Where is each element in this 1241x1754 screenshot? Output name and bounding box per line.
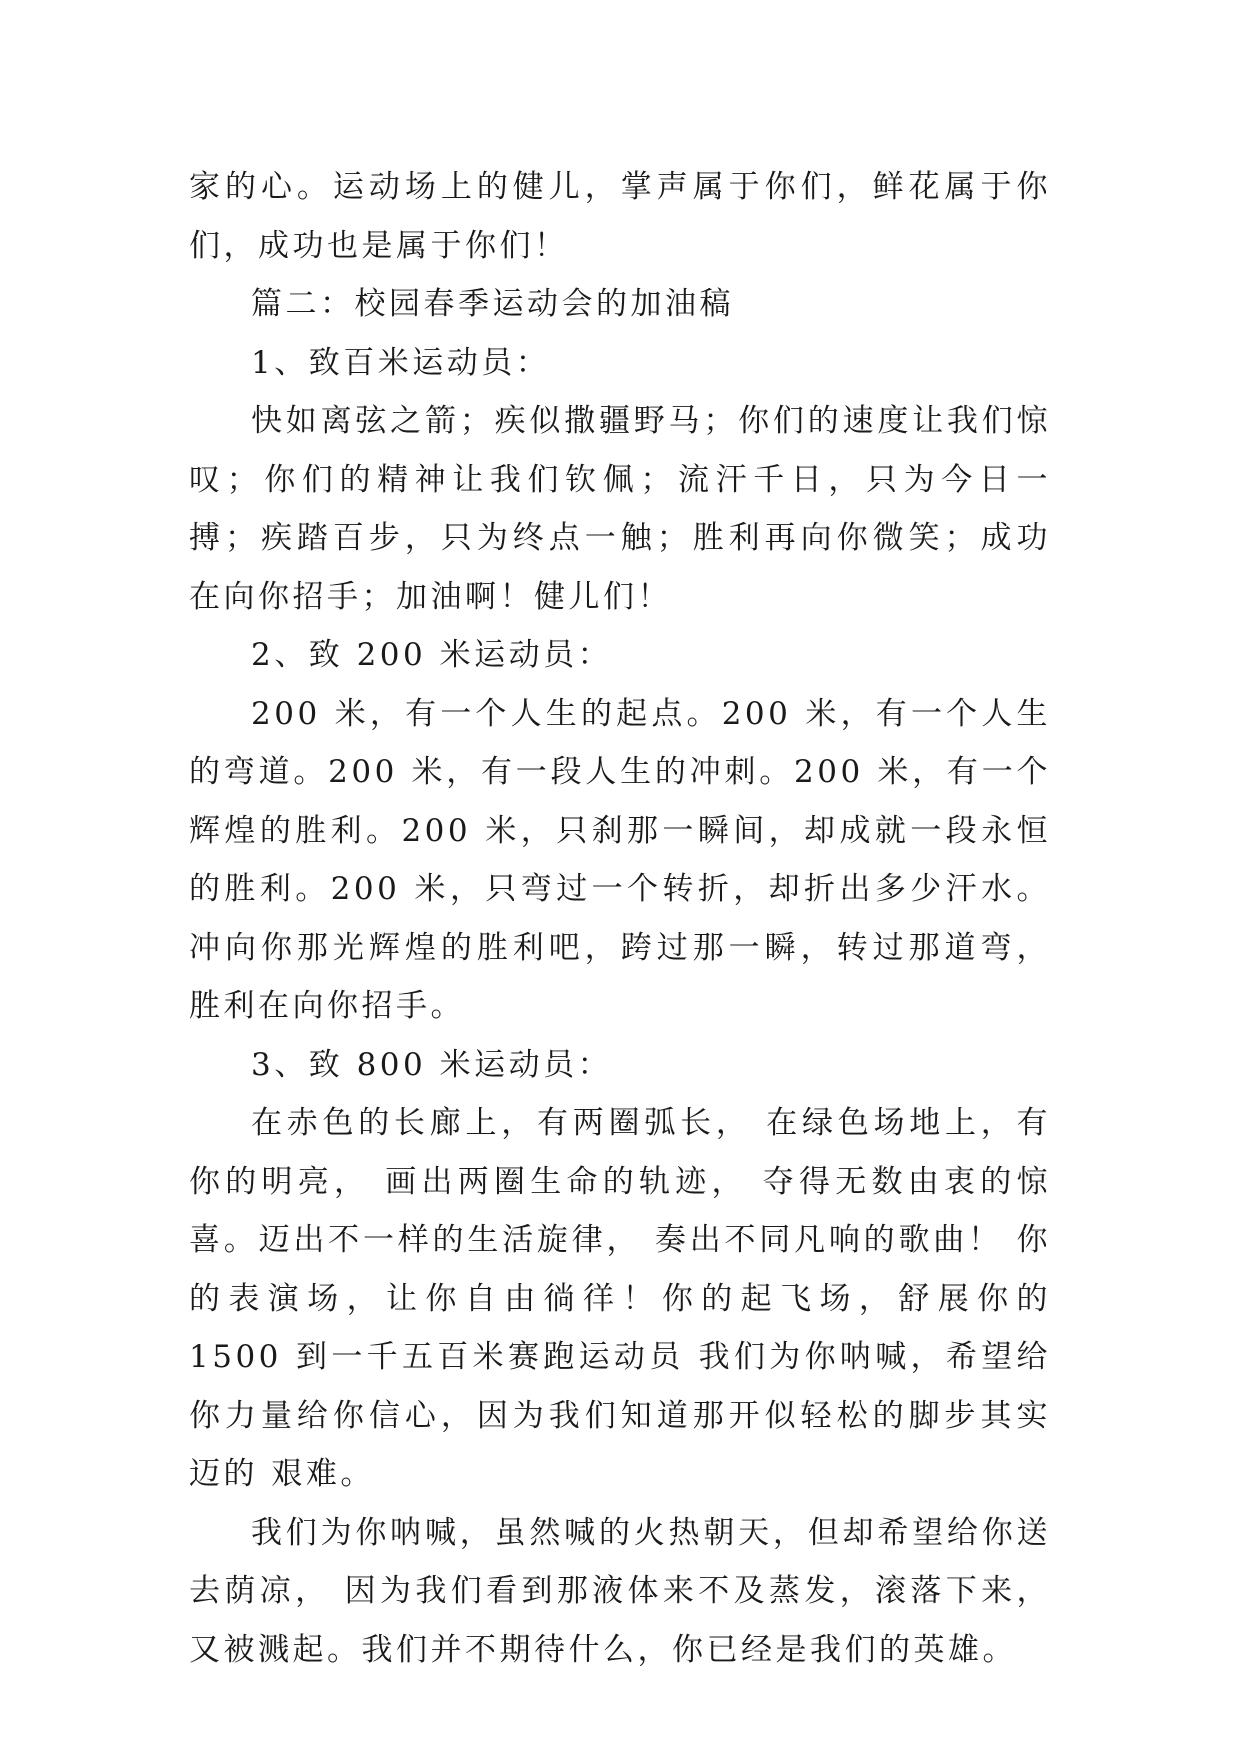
paragraph-closing: 我们为你呐喊，虽然喊的火热朝天，但却希望给你送去荫凉， 因为我们看到那液体来不及蒸发，滚落下来，又被溅起。我们并不期待什么，你已经是我们的英雄。	[189, 1514, 1051, 1668]
subheading-100m: 1、致百米运动员：	[251, 344, 551, 381]
paragraph-100m: 快如离弦之箭；疾似撒疆野马；你们的速度让我们惊叹；你们的精神让我们钦佩；流汗千日，只为今日一搏；疾踏百步，只为终点一触；胜利再向你微笑；成功在向你招手；加油啊！健儿们！	[189, 403, 1051, 615]
paragraph-1: 家的心。运动场上的健儿，掌声属于你们，鲜花属于你们，成功也是属于你们！	[189, 169, 1051, 264]
subheading-800m: 3、致 800 米运动员：	[251, 1046, 613, 1083]
document-body	[189, 158, 1051, 1679]
section-heading: 篇二：校园春季运动会的加油稿	[251, 286, 734, 322]
paragraph-200m: 200 米，有一个人生的起点。200 米，有一个人生的弯道。200 米，有一段人生的冲刺。200 米，有一个辉煌的胜利。200 米，只刹那一瞬间，却成就一段永恒的胜利。200 米，只弯过一个转折，却折出多少汗水。冲向你那光辉煌的胜利吧，跨过那一瞬，转过那道弯，胜利在向你招手。	[189, 695, 1051, 1024]
paragraph-800m: 在赤色的长廊上，有两圈弧长， 在绿色场地上，有你的明亮， 画出两圈生命的轨迹， 夺得无数由衷的惊喜。迈出不一样的生活旋律， 奏出不同凡响的歌曲！ 你的表演场，让你自由徜徉！你的起飞场，舒展你的 1500 到一千五百米赛跑运动员 我们为你呐喊，希望给你力量给你信心，因为我们知道那开似轻松的脚步其实迈的 艰难。	[189, 1105, 1051, 1492]
subheading-200m: 2、致 200 米运动员：	[251, 637, 613, 673]
